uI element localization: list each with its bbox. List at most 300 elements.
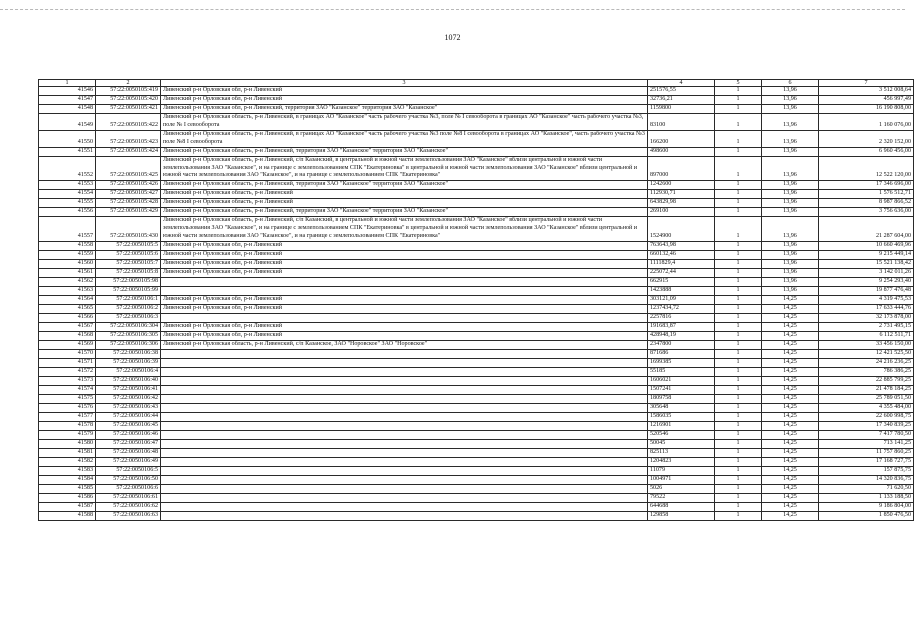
- rate-cell: 14,25: [762, 341, 819, 350]
- table-row: [39, 114, 914, 131]
- row-number-cell: 41583: [39, 467, 96, 476]
- cadastral-value-cell: 2 320 152,00: [819, 130, 914, 147]
- table-row: [39, 278, 914, 287]
- row-number-cell: 41573: [39, 377, 96, 386]
- address-cell: Ливенский р-н Орловская обл, р-н Ливенский: [161, 323, 648, 332]
- cadastral-number-cell: 57:22:0050106:2: [96, 305, 161, 314]
- quantity-cell: 1: [715, 199, 762, 208]
- row-number-cell: 41554: [39, 190, 96, 199]
- cadastral-number-cell: 57:22:0050106:61: [96, 494, 161, 503]
- cadastral-number-cell: 57:22:0050105:422: [96, 114, 161, 131]
- cadastral-number-cell: 57:22:0050105:420: [96, 96, 161, 105]
- cadastral-number-cell: 57:22:0050105:429: [96, 208, 161, 217]
- table-row: [39, 190, 914, 199]
- area-value-cell: 1423888: [648, 287, 715, 296]
- table-row: [39, 467, 914, 476]
- row-number-cell: 41584: [39, 476, 96, 485]
- cadastral-value-cell: 22 885 799,25: [819, 377, 914, 386]
- cadastral-number-cell: 57:22:0050105:427: [96, 190, 161, 199]
- cadastral-value-cell: 12 522 120,00: [819, 156, 914, 181]
- header-col-2: 2: [96, 80, 161, 87]
- cadastral-value-cell: 1 576 512,71: [819, 190, 914, 199]
- row-number-cell: 41577: [39, 413, 96, 422]
- rate-cell: 14,25: [762, 314, 819, 323]
- address-cell: Ливенский р-н Орловская область, р-н Ливенский, территория ЗАО "Казанское" территория ЗАО "Казанское": [161, 147, 648, 156]
- row-number-cell: 41556: [39, 208, 96, 217]
- cadastral-value-cell: 9 254 293,40: [819, 278, 914, 287]
- rate-cell: 14,25: [762, 359, 819, 368]
- row-number-cell: 41566: [39, 314, 96, 323]
- cadastral-number-cell: 57:22:0050105:425: [96, 156, 161, 181]
- table-row: [39, 413, 914, 422]
- rate-cell: 14,25: [762, 503, 819, 512]
- cadastral-value-cell: 6 112 511,71: [819, 332, 914, 341]
- cadastral-value-cell: 9 186 804,00: [819, 503, 914, 512]
- quantity-cell: 1: [715, 156, 762, 181]
- cadastral-value-cell: 11 757 860,25: [819, 449, 914, 458]
- address-cell: Ливенский р-н Орловская обл, р-н Ливенский: [161, 260, 648, 269]
- cadastral-number-cell: 57:22:0050105:424: [96, 147, 161, 156]
- table-row: [39, 96, 914, 105]
- table-row: [39, 485, 914, 494]
- cadastral-number-cell: 57:22:0050106:306: [96, 341, 161, 350]
- table-row: [39, 208, 914, 217]
- rate-cell: 14,25: [762, 296, 819, 305]
- area-value-cell: 2347800: [648, 341, 715, 350]
- header-col-1: 1: [39, 80, 96, 87]
- rate-cell: 14,25: [762, 449, 819, 458]
- table-row: [39, 422, 914, 431]
- table-row: [39, 350, 914, 359]
- cadastral-value-cell: 14 320 836,75: [819, 476, 914, 485]
- rate-cell: 14,25: [762, 431, 819, 440]
- row-number-cell: 41570: [39, 350, 96, 359]
- area-value-cell: 269100: [648, 208, 715, 217]
- rate-cell: 14,25: [762, 395, 819, 404]
- row-number-cell: 41567: [39, 323, 96, 332]
- row-number-cell: 41563: [39, 287, 96, 296]
- table-row: [39, 105, 914, 114]
- row-number-cell: 41574: [39, 386, 96, 395]
- cadastral-value-cell: 17 168 727,75: [819, 458, 914, 467]
- row-number-cell: 41571: [39, 359, 96, 368]
- table-row: [39, 503, 914, 512]
- area-value-cell: 191683,87: [648, 323, 715, 332]
- cadastral-number-cell: 57:22:0050105:8: [96, 269, 161, 278]
- quantity-cell: 1: [715, 251, 762, 260]
- quantity-cell: 1: [715, 413, 762, 422]
- address-cell: [161, 314, 648, 323]
- cadastral-value-cell: 17 340 839,25: [819, 422, 914, 431]
- cadastral-number-cell: 57:22:0050105:6: [96, 251, 161, 260]
- area-value-cell: 79522: [648, 494, 715, 503]
- address-cell: [161, 278, 648, 287]
- quantity-cell: 1: [715, 350, 762, 359]
- cadastral-value-cell: 2 731 495,15: [819, 323, 914, 332]
- rate-cell: 13,96: [762, 96, 819, 105]
- quantity-cell: 1: [715, 494, 762, 503]
- address-cell: [161, 404, 648, 413]
- table-row: [39, 305, 914, 314]
- quantity-cell: 1: [715, 368, 762, 377]
- cadastral-number-cell: 57:22:0050106:48: [96, 449, 161, 458]
- address-cell: [161, 431, 648, 440]
- address-cell: Ливенский р-н Орловская обл, р-н Ливенский: [161, 296, 648, 305]
- header-col-6: 6: [762, 80, 819, 87]
- table-row: [39, 512, 914, 521]
- rate-cell: 14,25: [762, 440, 819, 449]
- address-cell: [161, 395, 648, 404]
- table-row: [39, 494, 914, 503]
- area-value-cell: 129858: [648, 512, 715, 521]
- area-value-cell: 662915: [648, 278, 715, 287]
- area-value-cell: 1237434,72: [648, 305, 715, 314]
- quantity-cell: 1: [715, 181, 762, 190]
- cadastral-value-cell: 17 633 444,76: [819, 305, 914, 314]
- cadastral-value-cell: 3 756 636,00: [819, 208, 914, 217]
- table-row: [39, 440, 914, 449]
- row-number-cell: 41555: [39, 199, 96, 208]
- rate-cell: 14,25: [762, 404, 819, 413]
- table-row: [39, 368, 914, 377]
- header-col-3: 3: [161, 80, 648, 87]
- rate-cell: 14,25: [762, 467, 819, 476]
- address-cell: [161, 359, 648, 368]
- table-row: [39, 449, 914, 458]
- area-value-cell: 1586035: [648, 413, 715, 422]
- quantity-cell: 1: [715, 476, 762, 485]
- address-cell: [161, 377, 648, 386]
- area-value-cell: 1524900: [648, 217, 715, 242]
- cadastral-number-cell: 57:22:0050105:99: [96, 287, 161, 296]
- quantity-cell: 1: [715, 440, 762, 449]
- table-header-row: [39, 80, 914, 87]
- address-cell: [161, 503, 648, 512]
- land-registry-table: [38, 79, 914, 521]
- table-row: [39, 87, 914, 96]
- cadastral-number-cell: 57:22:0050105:430: [96, 217, 161, 242]
- rate-cell: 13,96: [762, 87, 819, 96]
- quantity-cell: 1: [715, 114, 762, 131]
- table-row: [39, 199, 914, 208]
- address-cell: [161, 512, 648, 521]
- address-cell: [161, 494, 648, 503]
- rate-cell: 13,96: [762, 130, 819, 147]
- address-cell: [161, 413, 648, 422]
- table-row: [39, 251, 914, 260]
- rate-cell: 13,96: [762, 278, 819, 287]
- table-row: [39, 395, 914, 404]
- scan-top-noise: [0, 9, 905, 20]
- area-value-cell: 11079: [648, 467, 715, 476]
- table-row: [39, 181, 914, 190]
- cadastral-value-cell: 21 287 604,00: [819, 217, 914, 242]
- quantity-cell: 1: [715, 359, 762, 368]
- row-number-cell: 41557: [39, 217, 96, 242]
- rate-cell: 14,25: [762, 323, 819, 332]
- rate-cell: 13,96: [762, 217, 819, 242]
- table-body: [39, 80, 914, 521]
- cadastral-number-cell: 57:22:0050106:43: [96, 404, 161, 413]
- row-number-cell: 41576: [39, 404, 96, 413]
- address-cell: [161, 440, 648, 449]
- page-number: 1072: [444, 33, 461, 42]
- address-cell: Ливенский р-н Орловская область, р-н Ливенский, с/п Казанский, в центральной и южной части землепользования ЗАО "Казанское" вблизи центральной и южной части землепользования ЗАО "Казанское", и на границе с землепользованием СПК "Екатериновка" в центральной и южной части землепользования ЗАО "Казанское" вблизи центральной и южной части землепользования ЗАО "Казанское", и на границе с землепользованием СПК "Екатериновка": [161, 217, 648, 242]
- area-value-cell: 428948,19: [648, 332, 715, 341]
- rate-cell: 14,25: [762, 422, 819, 431]
- area-value-cell: 1216901: [648, 422, 715, 431]
- area-value-cell: 2257816: [648, 314, 715, 323]
- rate-cell: 13,96: [762, 190, 819, 199]
- row-number-cell: 41562: [39, 278, 96, 287]
- table-row: [39, 217, 914, 242]
- area-value-cell: 305648: [648, 404, 715, 413]
- area-value-cell: 897000: [648, 156, 715, 181]
- cadastral-value-cell: 3 512 008,64: [819, 87, 914, 96]
- address-cell: Ливенский р-н Орловская обл, р-н Ливенский: [161, 305, 648, 314]
- cadastral-number-cell: 57:22:0050105:7: [96, 260, 161, 269]
- area-value-cell: 1507241: [648, 386, 715, 395]
- quantity-cell: 1: [715, 190, 762, 199]
- cadastral-number-cell: 57:22:0050105:5: [96, 242, 161, 251]
- table-row: [39, 296, 914, 305]
- table-row: [39, 147, 914, 156]
- area-value-cell: 1159800: [648, 105, 715, 114]
- cadastral-number-cell: 57:22:0050106:40: [96, 377, 161, 386]
- quantity-cell: 1: [715, 87, 762, 96]
- area-value-cell: 1606021: [648, 377, 715, 386]
- rate-cell: 14,25: [762, 350, 819, 359]
- header-col-7: 7: [819, 80, 914, 87]
- cadastral-number-cell: 57:22:0050106:6: [96, 485, 161, 494]
- area-value-cell: 643829,98: [648, 199, 715, 208]
- row-number-cell: 41582: [39, 458, 96, 467]
- cadastral-value-cell: 4 355 484,00: [819, 404, 914, 413]
- area-value-cell: 112930,71: [648, 190, 715, 199]
- cadastral-number-cell: 57:22:0050106:1: [96, 296, 161, 305]
- rate-cell: 13,96: [762, 269, 819, 278]
- row-number-cell: 41568: [39, 332, 96, 341]
- quantity-cell: 1: [715, 296, 762, 305]
- row-number-cell: 41578: [39, 422, 96, 431]
- area-value-cell: 1699385: [648, 359, 715, 368]
- rate-cell: 13,96: [762, 260, 819, 269]
- row-number-cell: 41550: [39, 130, 96, 147]
- cadastral-value-cell: 22 600 998,75: [819, 413, 914, 422]
- cadastral-value-cell: 25 789 051,50: [819, 395, 914, 404]
- address-cell: Ливенский р-н Орловская область, р-н Ливенский, с/п Казанское, ЗАО "Норовское" ЗАО "Норовское": [161, 341, 648, 350]
- cadastral-value-cell: 3 142 011,26: [819, 269, 914, 278]
- cadastral-value-cell: 10 660 469,96: [819, 242, 914, 251]
- cadastral-value-cell: 16 190 808,00: [819, 105, 914, 114]
- address-cell: [161, 368, 648, 377]
- cadastral-value-cell: 6 960 456,00: [819, 147, 914, 156]
- quantity-cell: 1: [715, 467, 762, 476]
- address-cell: Ливенский р-н Орловская область, р-н Ливенский: [161, 199, 648, 208]
- quantity-cell: 1: [715, 404, 762, 413]
- cadastral-number-cell: 57:22:0050105:426: [96, 181, 161, 190]
- quantity-cell: 1: [715, 217, 762, 242]
- address-cell: [161, 350, 648, 359]
- cadastral-number-cell: 57:22:0050106:44: [96, 413, 161, 422]
- table-row: [39, 359, 914, 368]
- rate-cell: 13,96: [762, 242, 819, 251]
- quantity-cell: 1: [715, 449, 762, 458]
- cadastral-value-cell: 4 319 475,53: [819, 296, 914, 305]
- area-value-cell: 1111829,4: [648, 260, 715, 269]
- address-cell: [161, 449, 648, 458]
- rate-cell: 13,96: [762, 147, 819, 156]
- cadastral-value-cell: 456 997,49: [819, 96, 914, 105]
- cadastral-number-cell: 57:22:0050106:62: [96, 503, 161, 512]
- address-cell: Ливенский р-н Орловская область, р-н Ливенский: [161, 190, 648, 199]
- area-value-cell: 55185: [648, 368, 715, 377]
- row-number-cell: 41561: [39, 269, 96, 278]
- quantity-cell: 1: [715, 287, 762, 296]
- quantity-cell: 1: [715, 458, 762, 467]
- quantity-cell: 1: [715, 242, 762, 251]
- table-row: [39, 242, 914, 251]
- cadastral-value-cell: 1 133 188,50: [819, 494, 914, 503]
- row-number-cell: 41579: [39, 431, 96, 440]
- address-cell: Ливенский р-н Орловская область, р-н Ливенский, территория ЗАО "Казанское" территория ЗАО "Казанское": [161, 208, 648, 217]
- row-number-cell: 41546: [39, 87, 96, 96]
- quantity-cell: 1: [715, 105, 762, 114]
- area-value-cell: 498600: [648, 147, 715, 156]
- header-col-5: 5: [715, 80, 762, 87]
- quantity-cell: 1: [715, 260, 762, 269]
- address-cell: Ливенский р-н Орловская обл, р-н Ливенский: [161, 87, 648, 96]
- cadastral-number-cell: 57:22:0050105:419: [96, 87, 161, 96]
- table-row: [39, 130, 914, 147]
- address-cell: [161, 386, 648, 395]
- address-cell: Ливенский р-н Орловская область, р-н Ливенский, с/п Казанский, в центральной и южной части землепользования ЗАО "Казанское" вблизи центральной и южной части землепользования ЗАО "Казанское", и на границе с землепользованием СПК "Екатериновка" в центральной и южной части землепользования ЗАО "Казанское" вблизи центральной и южной части землепользования ЗАО "Казанское", и на границе с землепользованием СПК "Екатериновка": [161, 156, 648, 181]
- area-value-cell: 32736,21: [648, 96, 715, 105]
- rate-cell: 13,96: [762, 114, 819, 131]
- row-number-cell: 41560: [39, 260, 96, 269]
- rate-cell: 13,96: [762, 156, 819, 181]
- table-row: [39, 156, 914, 181]
- area-value-cell: 644688: [648, 503, 715, 512]
- row-number-cell: 41553: [39, 181, 96, 190]
- address-cell: [161, 467, 648, 476]
- rate-cell: 13,96: [762, 105, 819, 114]
- rate-cell: 14,25: [762, 368, 819, 377]
- cadastral-value-cell: 12 421 525,50: [819, 350, 914, 359]
- address-cell: [161, 476, 648, 485]
- quantity-cell: 1: [715, 512, 762, 521]
- rate-cell: 13,96: [762, 287, 819, 296]
- cadastral-number-cell: 57:22:0050106:46: [96, 431, 161, 440]
- cadastral-value-cell: 786 386,25: [819, 368, 914, 377]
- cadastral-value-cell: 32 173 878,00: [819, 314, 914, 323]
- quantity-cell: 1: [715, 314, 762, 323]
- area-value-cell: 251576,55: [648, 87, 715, 96]
- quantity-cell: 1: [715, 208, 762, 217]
- address-cell: Ливенский р-н Орловская обл, р-н Ливенский, территория ЗАО "Казанское" территория ЗАО "Казанское": [161, 105, 648, 114]
- address-cell: [161, 485, 648, 494]
- cadastral-value-cell: 17 346 696,00: [819, 181, 914, 190]
- quantity-cell: 1: [715, 386, 762, 395]
- rate-cell: 14,25: [762, 512, 819, 521]
- cadastral-number-cell: 57:22:0050106:5: [96, 467, 161, 476]
- cadastral-value-cell: 33 456 150,00: [819, 341, 914, 350]
- cadastral-value-cell: 71 620,50: [819, 485, 914, 494]
- quantity-cell: 1: [715, 422, 762, 431]
- header-col-4: 4: [648, 80, 715, 87]
- quantity-cell: 1: [715, 395, 762, 404]
- area-value-cell: 871686: [648, 350, 715, 359]
- table-row: [39, 386, 914, 395]
- row-number-cell: 41558: [39, 242, 96, 251]
- cadastral-number-cell: 57:22:0050106:45: [96, 422, 161, 431]
- cadastral-number-cell: 57:22:0050106:3: [96, 314, 161, 323]
- address-cell: Ливенский р-н Орловская обл, р-н Ливенский: [161, 251, 648, 260]
- rate-cell: 14,25: [762, 476, 819, 485]
- area-value-cell: 825113: [648, 449, 715, 458]
- cadastral-number-cell: 57:22:0050106:39: [96, 359, 161, 368]
- quantity-cell: 1: [715, 341, 762, 350]
- rate-cell: 14,25: [762, 494, 819, 503]
- area-value-cell: 166200: [648, 130, 715, 147]
- address-cell: Ливенский р-н Орловская область, р-н Ливенский, в границах АО "Казанское" часть рабочего участка №3, поле № I севооборота в границах АО "Казанское" часть рабочего участка №3, поле № I севооборота: [161, 114, 648, 131]
- table-row: [39, 287, 914, 296]
- cadastral-value-cell: 15 521 138,42: [819, 260, 914, 269]
- table-row: [39, 314, 914, 323]
- quantity-cell: 1: [715, 130, 762, 147]
- quantity-cell: 1: [715, 485, 762, 494]
- row-number-cell: 41547: [39, 96, 96, 105]
- cadastral-value-cell: 21 478 184,25: [819, 386, 914, 395]
- quantity-cell: 1: [715, 503, 762, 512]
- table-row: [39, 431, 914, 440]
- cadastral-value-cell: 8 987 866,52: [819, 199, 914, 208]
- row-number-cell: 41586: [39, 494, 96, 503]
- address-cell: Ливенский р-н Орловская обл, р-н Ливенский: [161, 96, 648, 105]
- area-value-cell: 660132,46: [648, 251, 715, 260]
- row-number-cell: 41551: [39, 147, 96, 156]
- quantity-cell: 1: [715, 96, 762, 105]
- rate-cell: 13,96: [762, 199, 819, 208]
- cadastral-number-cell: 57:22:0050106:47: [96, 440, 161, 449]
- cadastral-number-cell: 57:22:0050105:423: [96, 130, 161, 147]
- area-value-cell: 50045: [648, 440, 715, 449]
- quantity-cell: 1: [715, 147, 762, 156]
- table-row: [39, 269, 914, 278]
- row-number-cell: 41588: [39, 512, 96, 521]
- rate-cell: 14,25: [762, 485, 819, 494]
- table-row: [39, 404, 914, 413]
- row-number-cell: 41585: [39, 485, 96, 494]
- table-row: [39, 332, 914, 341]
- cadastral-value-cell: 24 216 236,25: [819, 359, 914, 368]
- rate-cell: 14,25: [762, 386, 819, 395]
- row-number-cell: 41587: [39, 503, 96, 512]
- cadastral-number-cell: 57:22:0050106:4: [96, 368, 161, 377]
- address-cell: Ливенский р-н Орловская область, р-н Ливенский, территория ЗАО "Казанское" территория ЗАО "Казанское": [161, 181, 648, 190]
- cadastral-number-cell: 57:22:0050106:38: [96, 350, 161, 359]
- area-value-cell: 1242600: [648, 181, 715, 190]
- cadastral-number-cell: 57:22:0050106:304: [96, 323, 161, 332]
- quantity-cell: 1: [715, 278, 762, 287]
- area-value-cell: 1204823: [648, 458, 715, 467]
- cadastral-number-cell: 57:22:0050106:50: [96, 476, 161, 485]
- cadastral-value-cell: 713 141,25: [819, 440, 914, 449]
- cadastral-number-cell: 57:22:0050106:63: [96, 512, 161, 521]
- rate-cell: 14,25: [762, 305, 819, 314]
- row-number-cell: 41581: [39, 449, 96, 458]
- quantity-cell: 1: [715, 431, 762, 440]
